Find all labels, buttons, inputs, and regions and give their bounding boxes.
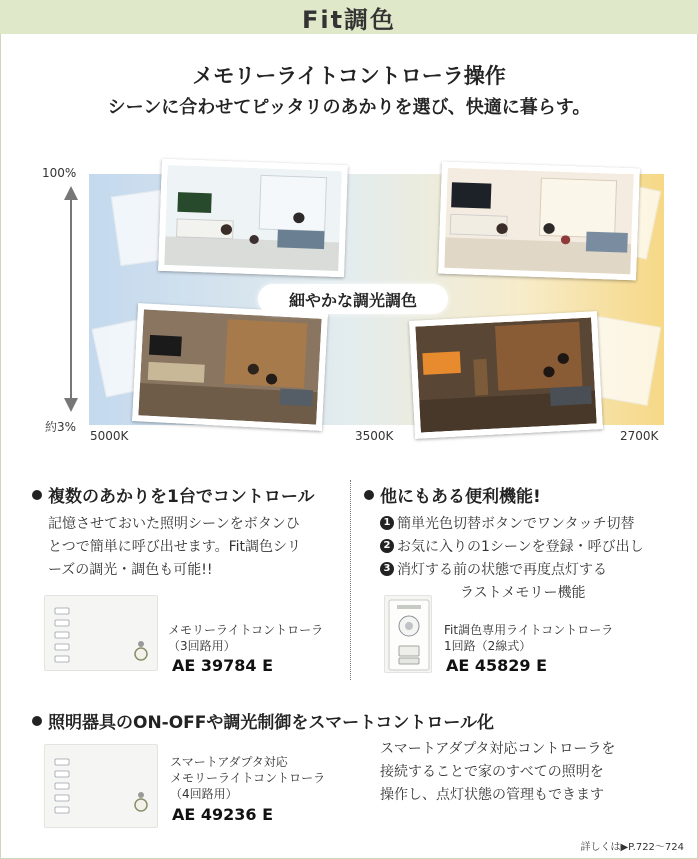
- caption-line: スマートアダプタ対応: [170, 755, 288, 769]
- fit-light-controller-image: [384, 595, 432, 673]
- caption-line: Fit調色専用ライトコントローラ: [444, 623, 614, 637]
- multi-control-description: [48, 513, 348, 582]
- product-code-ae39784e: AE 39784 E: [172, 656, 274, 675]
- controller-icon: [45, 745, 159, 829]
- room-photo-cool-bright: [158, 159, 348, 277]
- product-caption-3circuit: [168, 622, 323, 654]
- headline-subtitle: シーンに合わせてピッタリのあかりを選び、快適に暮らす。: [107, 97, 591, 118]
- product-code-ae45829e: AE 45829 E: [446, 656, 548, 675]
- controller-icon: [45, 596, 159, 672]
- product-caption-fit: [444, 622, 613, 654]
- section-title-smart-control: [32, 708, 494, 733]
- page-reference: 詳しくは▶P.722〜724: [580, 842, 684, 853]
- smart-control-description: [380, 738, 680, 807]
- feature-list: [380, 511, 644, 603]
- feature-item: [380, 557, 644, 580]
- section-title-text: 他にもある便利機能!: [380, 487, 541, 507]
- caption-line: （3回路用）: [168, 639, 236, 653]
- feature-text: 簡単光色切替ボタンでワンタッチ切替: [397, 515, 635, 532]
- description-line: ーズの調光・調色も可能!!: [48, 562, 213, 578]
- brightness-arrow-icon: [64, 186, 78, 412]
- room-photo-warm-bright: [438, 162, 640, 281]
- feature-item-continuation: ラストメモリー機能: [460, 584, 586, 601]
- product-code-ae49236e: AE 49236 E: [172, 805, 274, 824]
- room-photo-warm-dim: [409, 311, 603, 439]
- headline-title: メモリーライトコントローラ操作: [192, 64, 506, 88]
- smart-memory-controller-image: [44, 744, 158, 828]
- section-title-text: 照明器具のON-OFFや調光制御をスマートコントロール化: [48, 713, 495, 733]
- temp-5000k-label: 5000K: [90, 429, 129, 443]
- section-divider: [350, 480, 351, 680]
- temp-2700k-label: 2700K: [620, 429, 659, 443]
- memory-controller-3circuit-image: [44, 595, 158, 671]
- feature-text: お気に入りの1シーンを登録・呼び出し: [397, 538, 644, 555]
- caption-line: 1回路（2線式）: [444, 639, 532, 653]
- brightness-min-label: 約3%: [45, 420, 77, 434]
- caption-line: （4回路用）: [170, 787, 238, 801]
- description-line: とつで簡単に呼び出せます。Fit調色シリ: [48, 539, 302, 555]
- caption-line: メモリーライトコントローラ: [170, 771, 326, 785]
- category-banner: [0, 0, 698, 34]
- description-line: 操作し、点灯状態の管理もできます: [380, 787, 604, 803]
- description-line: スマートアダプタ対応コントローラを: [380, 741, 616, 757]
- bullet-icon: [32, 490, 42, 500]
- description-line: 接続することで家のすべての照明を: [380, 764, 604, 780]
- room-photo-cool-dim: [132, 303, 328, 431]
- feature-item: [380, 511, 644, 534]
- section-title-text: 複数のあかりを1台でコントロール: [48, 487, 315, 507]
- product-caption-smart: [170, 754, 325, 802]
- section-title-multi-control: [32, 482, 315, 507]
- description-line: 記憶させておいた照明シーンをボタンひ: [48, 516, 300, 532]
- section-title-features: [364, 482, 541, 507]
- brightness-max-label: 100%: [42, 166, 77, 180]
- dial-controller-icon: [385, 596, 433, 674]
- bullet-icon: [32, 716, 42, 726]
- feature-text: 消灯する前の状態で再度点灯する: [397, 561, 607, 578]
- banner-title: Fit調色: [301, 5, 397, 34]
- number-badge-icon: 1: [380, 516, 394, 530]
- temp-3500k-label: 3500K: [355, 429, 394, 443]
- fine-dimming-label: 細やかな調光調色: [258, 284, 448, 314]
- feature-item: [380, 534, 644, 557]
- number-badge-icon: 2: [380, 539, 394, 553]
- bullet-icon: [364, 490, 374, 500]
- number-badge-icon: 3: [380, 562, 394, 576]
- caption-line: メモリーライトコントローラ: [168, 623, 324, 637]
